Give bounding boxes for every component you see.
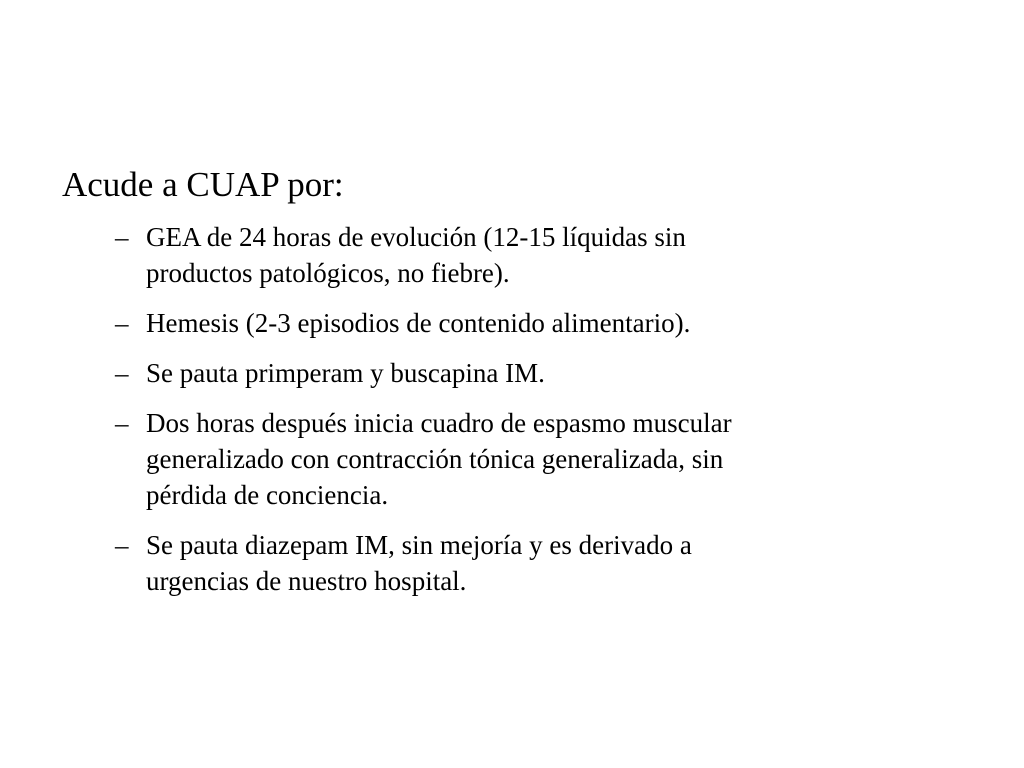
slide-heading: Acude a CUAP por: — [62, 165, 344, 204]
dash-marker: – — [115, 308, 129, 338]
bullet-line: productos patológicos, no fiebre). — [146, 258, 510, 288]
bullet-item — [115, 527, 915, 599]
bullet-item — [115, 305, 915, 341]
bullet-item — [115, 355, 915, 391]
bullet-list — [115, 219, 915, 613]
bullet-line: Hemesis (2-3 episodios de contenido alimentario). — [146, 308, 691, 338]
bullet-item — [115, 219, 915, 291]
dash-marker: – — [115, 408, 129, 438]
bullet-line: urgencias de nuestro hospital. — [146, 566, 467, 596]
dash-marker: – — [115, 530, 129, 560]
dash-marker: – — [115, 222, 129, 252]
bullet-line: Dos horas después inicia cuadro de espasmo muscular — [146, 408, 732, 438]
bullet-item — [115, 405, 915, 513]
bullet-line: Se pauta diazepam IM, sin mejoría y es derivado a — [146, 530, 692, 560]
bullet-line: GEA de 24 horas de evolución (12-15 líquidas sin — [146, 222, 686, 252]
bullet-line: pérdida de conciencia. — [146, 480, 389, 510]
bullet-line: generalizado con contracción tónica generalizada, sin — [146, 444, 724, 474]
bullet-line: Se pauta primperam y buscapina IM. — [146, 358, 545, 388]
dash-marker: – — [115, 358, 129, 388]
